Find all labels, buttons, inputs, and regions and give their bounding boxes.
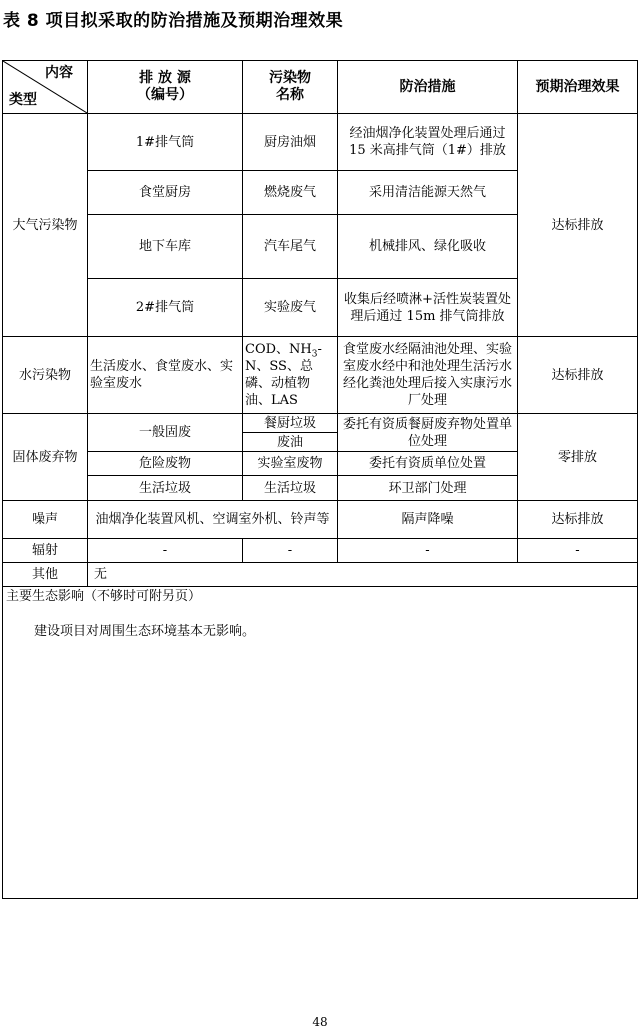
page-number: 48 [312,1015,328,1029]
air-source: 地下车库 [88,215,243,279]
table-row [3,414,638,433]
eco-cell [3,587,638,899]
radiation-pollutant: - [243,539,338,563]
table-row [3,114,638,171]
eco-text: 建设项目对周围生态环境基本无影响。 [34,624,256,639]
noise-measure: 隔声降噪 [338,501,518,539]
water-effect: 达标排放 [518,337,638,414]
air-source: 2#排气筒 [88,279,243,337]
noise-type: 噪声 [3,501,88,539]
other-value: 无 [88,563,638,587]
water-pollutant-pre: COD、NH [245,342,312,357]
corner-header-type: 类型 [9,92,37,108]
noise-source: 油烟净化装置风机、空调室外机、铃声等 [88,501,338,539]
solid-general-measure: 委托有资质餐厨废弃物处置单位处理 [338,414,518,452]
water-pollutant-sub: 3 [311,349,318,360]
air-pollutant: 实验废气 [243,279,338,337]
eco-title: 主要生态影响（不够时可附另页） [6,589,202,604]
corner-header-content: 内容 [45,65,73,81]
header-pollutant-line2: 名称 [276,87,304,103]
radiation-type: 辐射 [3,539,88,563]
solid-domestic-source: 生活垃圾 [88,476,243,501]
solid-general-pollutant-a: 餐厨垃圾 [243,414,338,433]
solid-hazardous-measure: 委托有资质单位处置 [338,452,518,476]
water-pollutant-post: -N、SS、总磷、动植物油、LAS [245,342,322,408]
table-row [3,539,638,563]
air-measure: 采用清洁能源天然气 [338,171,518,215]
table-row [3,337,638,414]
solid-general-source: 一般固废 [88,414,243,452]
other-type: 其他 [3,563,88,587]
header-measures: 防治措施 [338,61,518,114]
air-type: 大气污染物 [3,114,88,337]
radiation-measure: - [338,539,518,563]
air-source: 食堂厨房 [88,171,243,215]
water-source: 生活废水、食堂废水、实验室废水 [88,337,243,414]
air-measure: 经油烟净化装置处理后通过 15 米高排气筒（1#）排放 [338,114,518,171]
radiation-effect: - [518,539,638,563]
air-effect: 达标排放 [518,114,638,337]
solid-effect: 零排放 [518,414,638,501]
corner-header-cell [3,61,88,114]
air-measure: 机械排风、绿化吸收 [338,215,518,279]
solid-domestic-measure: 环卫部门处理 [338,476,518,501]
table-row [3,501,638,539]
header-source-line2: （编号） [137,87,193,103]
noise-effect: 达标排放 [518,501,638,539]
header-pollutant-line1: 污染物 [269,70,311,86]
water-pollutant [243,337,338,414]
table-title: 表 8 项目拟采取的防治措施及预期治理效果 [3,11,344,31]
header-source-line1: 排 放 源 [139,70,191,86]
solid-type: 固体废弃物 [3,414,88,501]
air-pollutant: 燃烧废气 [243,171,338,215]
air-measure: 收集后经喷淋+活性炭装置处理后通过 15m 排气筒排放 [338,279,518,337]
header-row [3,61,638,114]
header-source [88,61,243,114]
air-pollutant: 厨房油烟 [243,114,338,171]
header-pollutant [243,61,338,114]
air-source: 1#排气筒 [88,114,243,171]
table-row [3,563,638,587]
radiation-source: - [88,539,243,563]
water-type: 水污染物 [3,337,88,414]
eco-row [3,587,638,899]
water-measure: 食堂废水经隔油池处理、实验室废水经中和池处理生活污水经化粪池处理后接入实康污水厂处理 [338,337,518,414]
solid-hazardous-source: 危险废物 [88,452,243,476]
solid-general-pollutant-b: 废油 [243,433,338,452]
solid-domestic-pollutant: 生活垃圾 [243,476,338,501]
header-effect: 预期治理效果 [518,61,638,114]
measures-table [2,60,638,899]
solid-hazardous-pollutant: 实验室废物 [243,452,338,476]
air-pollutant: 汽车尾气 [243,215,338,279]
